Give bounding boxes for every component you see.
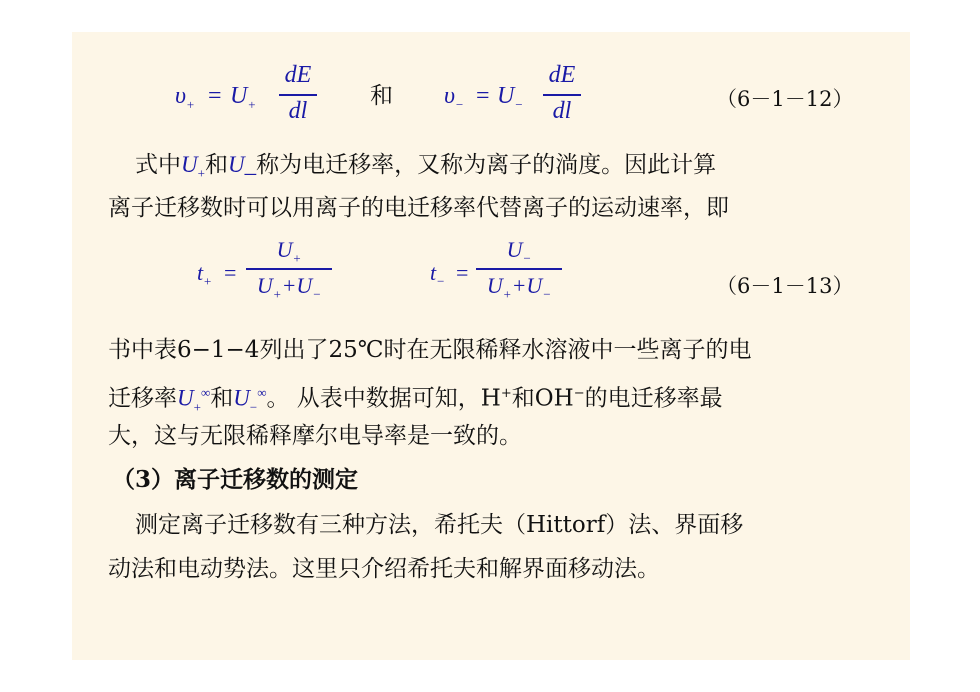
paragraph-line: 测定离子迁移数有三种方法，希托夫（Hittorf）法、界面移	[135, 512, 744, 538]
equation-number: （6－1－12）	[716, 87, 854, 111]
fraction-bar	[543, 94, 581, 96]
velocity-plus: $\upsilon_+$	[175, 83, 195, 112]
paragraph-line: 式中$U_+$和U_称为电迁移率，又称为离子的淌度。因此计算	[135, 152, 717, 181]
equals: =	[208, 83, 222, 109]
fraction-bar	[476, 268, 562, 270]
equation-number: （6－1－13）	[716, 274, 854, 298]
paragraph-line: 离子迁移数时可以用离子的电迁移率代替离子的运动速率，即	[108, 195, 729, 221]
paragraph-line: 动法和电动势法。这里只介绍希托夫和解界面移动法。	[108, 556, 660, 582]
transference-plus: $t_+$	[197, 260, 212, 289]
equals: =	[224, 260, 237, 285]
paragraph-line: 书中表6−1−4列出了25℃时在无限稀释水溶液中一些离子的电	[108, 337, 752, 363]
de-numerator: dE	[548, 62, 576, 88]
velocity-minus: $\upsilon_-$	[444, 83, 464, 112]
mobility-minus: $U_-$	[497, 83, 524, 112]
section-heading: （3）离子迁移数的测定	[112, 466, 359, 493]
fraction-bar	[246, 268, 332, 270]
dl-denominator: dl	[552, 98, 572, 124]
de-numerator: dE	[284, 62, 312, 88]
denominator: $U_++U_-$	[256, 273, 322, 302]
paragraph-line: 大，这与无限稀释摩尔电导率是一致的。	[108, 423, 522, 449]
equals: =	[456, 260, 469, 285]
denominator: $U_++U_-$	[486, 273, 552, 302]
numerator: $U_+$	[276, 237, 302, 266]
numerator: $U_-$	[506, 237, 532, 266]
conjunction-he: 和	[370, 83, 393, 109]
transference-minus: $t_-$	[430, 260, 445, 289]
equals: =	[476, 83, 490, 109]
dl-denominator: dl	[288, 98, 308, 124]
mobility-plus: $U_+$	[230, 83, 257, 112]
paragraph-line: 迁移率$U_+^\infty$和$U_-^\infty$。 从表中数据可知，H+和OH−的电迁移率最	[108, 385, 723, 415]
fraction-bar	[279, 94, 317, 96]
